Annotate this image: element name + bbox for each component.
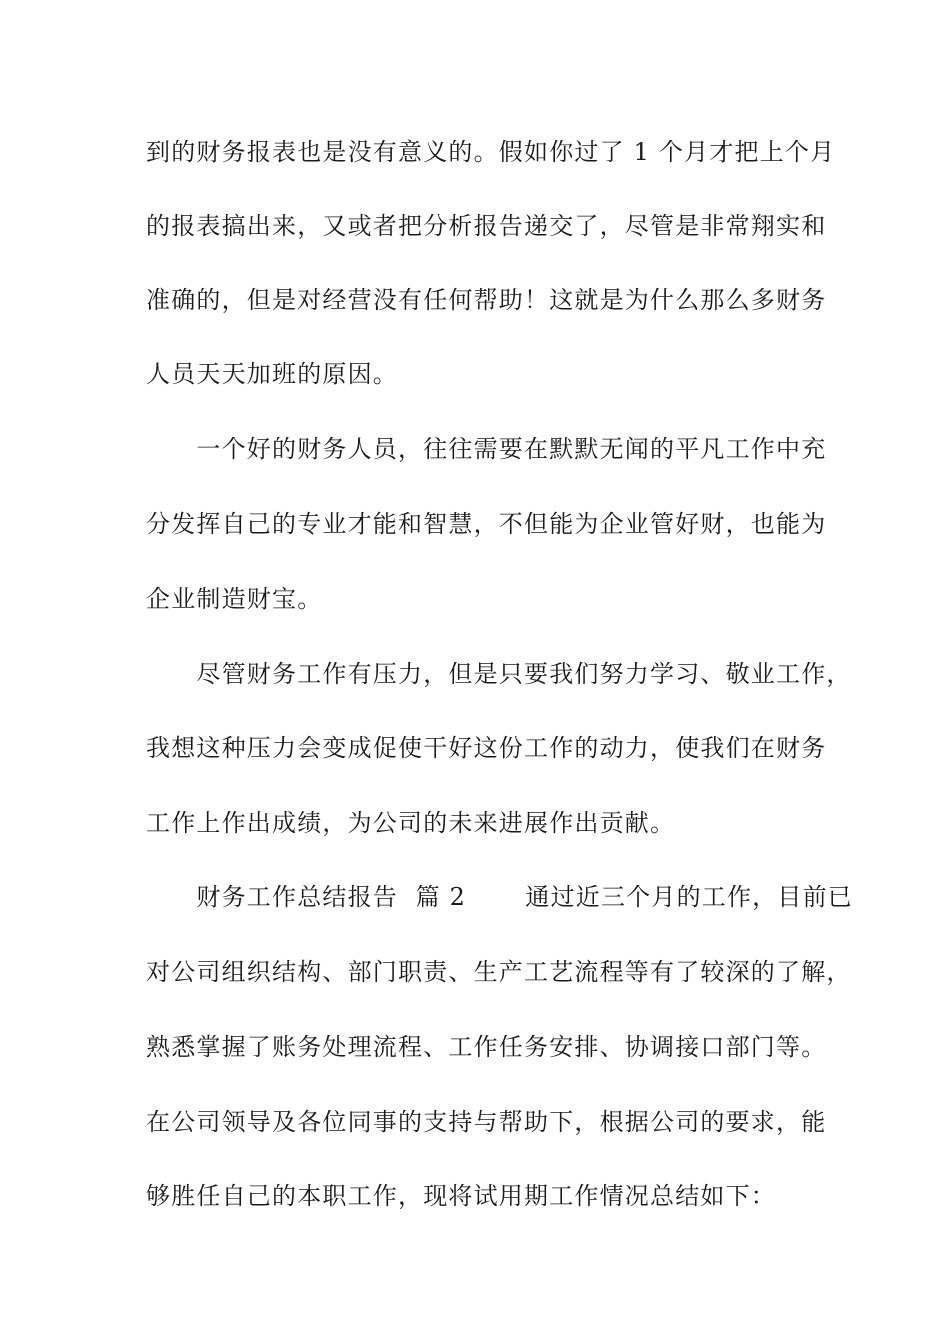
text-line: 工作上作出成绩，为公司的未来进展作出贡献。 bbox=[146, 809, 676, 837]
text-line: 企业制造财宝。 bbox=[146, 585, 323, 613]
text-line: 尽管财务工作有压力，但是只要我们努力学习、敬业工作， bbox=[146, 660, 852, 688]
text-line: 准确的，但是对经营没有任何帮助！这就是为什么那么多财务 bbox=[146, 286, 827, 314]
text-line: 财务工作总结报告 篇 2 通过近三个月的工作，目前已 bbox=[146, 883, 853, 911]
text-line: 够胜任自己的本职工作，现将试用期工作情况总结如下： bbox=[146, 1182, 776, 1210]
text-line: 人员天天加班的原因。 bbox=[146, 360, 398, 388]
text-line: 一个好的财务人员，往往需要在默默无闻的平凡工作中充 bbox=[146, 435, 827, 463]
text-line: 分发挥自己的专业才能和智慧，不但能为企业管好财，也能为 bbox=[146, 510, 827, 538]
text-line: 到的财务报表也是没有意义的。假如你过了 1 个月才把上个月 bbox=[146, 138, 836, 166]
text-line: 我想这种压力会变成促使干好这份工作的动力，使我们在财务 bbox=[146, 734, 827, 762]
text-line: 熟悉掌握了账务处理流程、工作任务安排、协调接口部门等。 bbox=[146, 1033, 827, 1061]
text-line: 的报表搞出来，又或者把分析报告递交了，尽管是非常翔实和 bbox=[146, 212, 827, 240]
text-line: 在公司领导及各位同事的支持与帮助下，根据公司的要求，能 bbox=[146, 1108, 827, 1136]
text-line: 对公司组织结构、部门职责、生产工艺流程等有了较深的了解， bbox=[146, 958, 852, 986]
